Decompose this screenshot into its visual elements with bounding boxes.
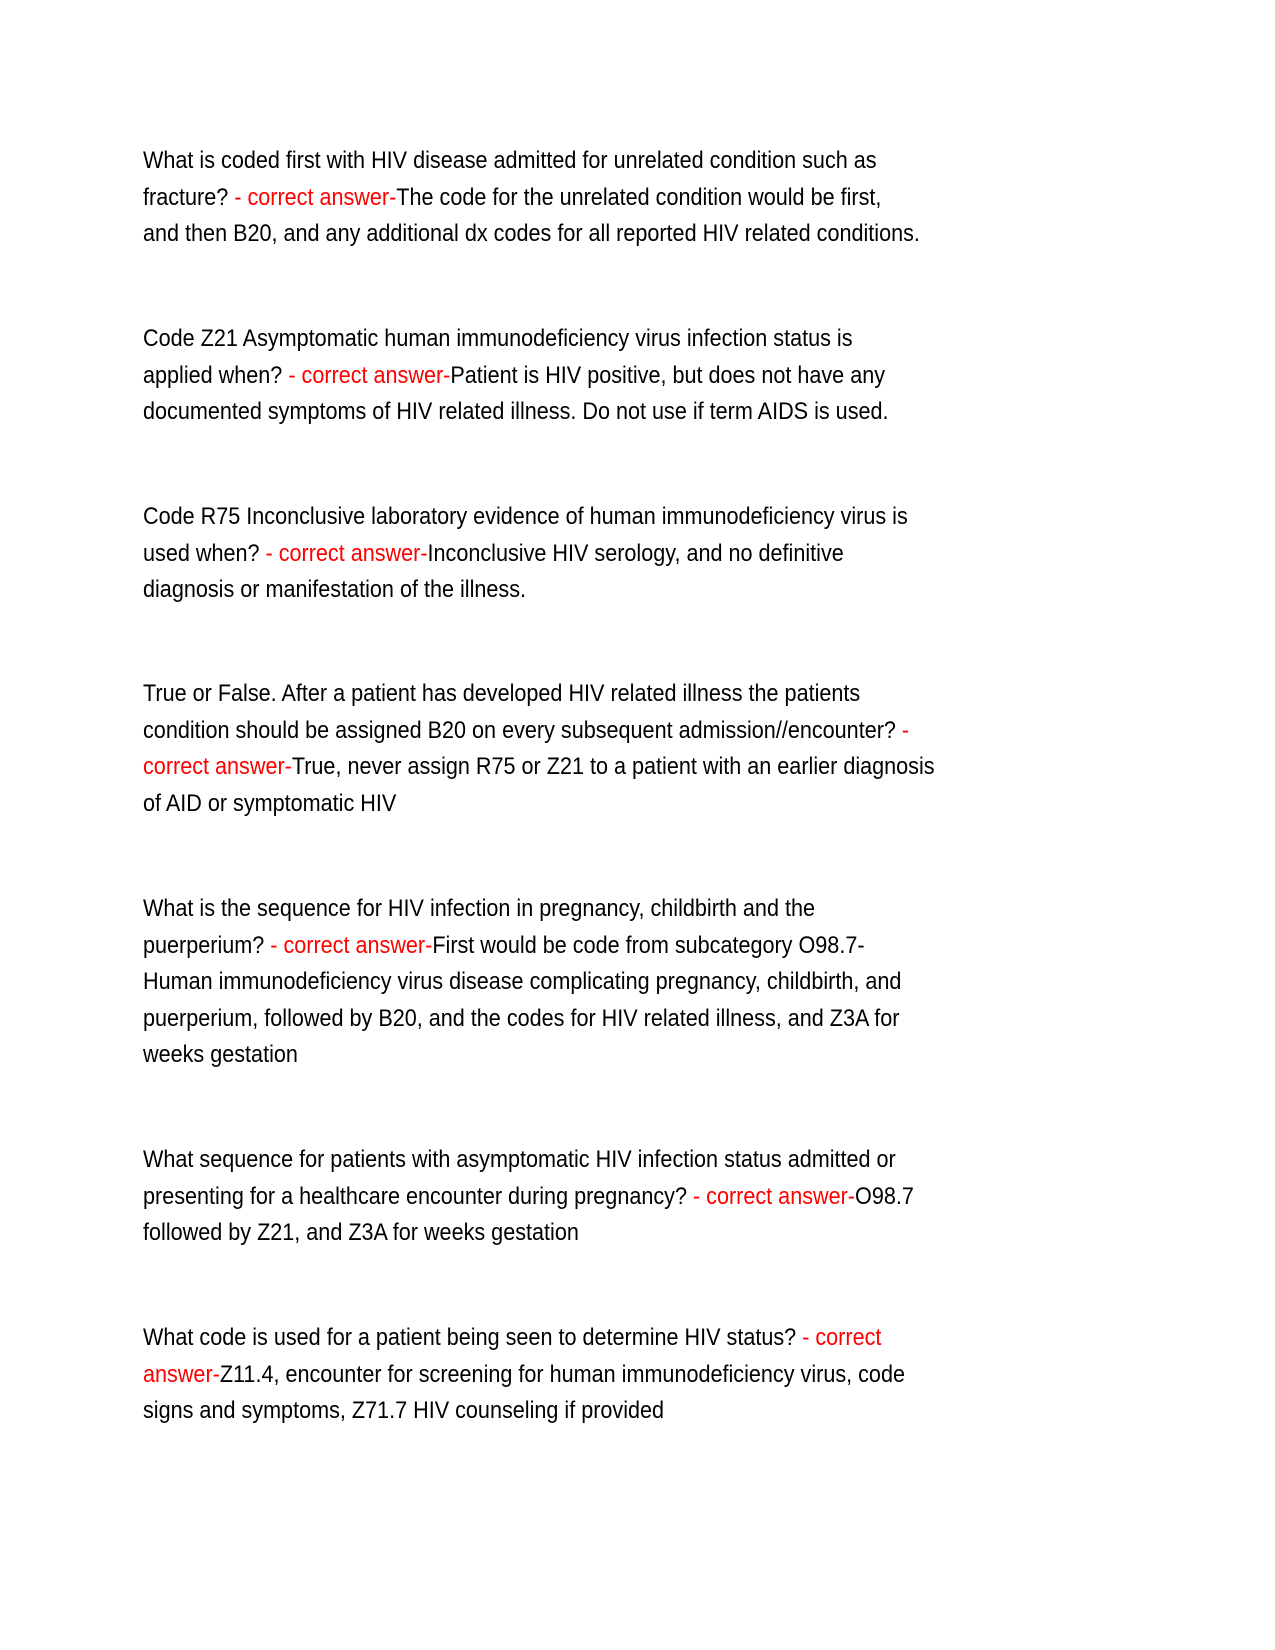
qa-item xyxy=(143,676,1143,822)
text-segment: diagnosis or manifestation of the illness. xyxy=(143,576,527,604)
text-segment: weeks gestation xyxy=(143,1041,298,1069)
text-line xyxy=(143,1037,1043,1074)
text-line xyxy=(143,1215,1043,1252)
text-line xyxy=(143,394,1043,431)
text-line xyxy=(143,1142,1043,1179)
qa-item xyxy=(143,1142,1143,1252)
text-segment: What is the sequence for HIV infection in pregnancy, childbirth and the xyxy=(143,895,815,922)
answer-label: - correct answer- xyxy=(270,931,433,959)
text-line xyxy=(143,1357,1043,1394)
text-segment: applied when? xyxy=(143,361,289,389)
text-line xyxy=(143,676,1043,713)
text-line xyxy=(143,786,1043,823)
text-line xyxy=(143,180,1043,217)
text-line xyxy=(143,499,1043,536)
text-line xyxy=(143,321,1043,358)
text-line xyxy=(143,143,1043,180)
text-line xyxy=(143,1001,1043,1038)
answer-label: correct answer- xyxy=(143,753,292,781)
text-line xyxy=(143,1393,1043,1430)
qa-item xyxy=(143,891,1143,1074)
text-line xyxy=(143,713,1043,750)
text-line xyxy=(143,358,1043,395)
text-line xyxy=(143,749,1043,786)
qa-item xyxy=(143,321,1143,431)
text-segment: O98.7 xyxy=(855,1182,914,1210)
text-segment: Human immunodeficiency virus disease complicating pregnancy, childbirth, and xyxy=(143,968,902,996)
answer-label: - correct xyxy=(802,1324,882,1351)
text-segment: of AID or symptomatic HIV xyxy=(143,789,397,817)
qa-item xyxy=(143,143,1143,253)
text-segment: puerperium, followed by B20, and the codes for HIV related illness, and Z3A for xyxy=(143,1004,900,1032)
text-line xyxy=(143,928,1043,965)
text-segment: signs and symptoms, Z71.7 HIV counseling if provided xyxy=(143,1397,665,1425)
text-line xyxy=(143,572,1043,609)
text-segment: True, never assign R75 or Z21 to a patient with an earlier diagnosis xyxy=(291,753,935,781)
text-segment: Patient is HIV positive, but does not have any xyxy=(450,361,886,389)
qa-item xyxy=(143,1320,1143,1430)
text-segment: condition should be assigned B20 on every subsequent admission//encounter? xyxy=(143,716,902,744)
text-segment: What is coded first with HIV disease admitted for unrelated condition such as xyxy=(143,147,877,174)
answer-label: answer- xyxy=(143,1360,220,1388)
text-segment: followed by Z21, and Z3A for weeks gestation xyxy=(143,1219,579,1247)
answer-label: - correct answer- xyxy=(234,183,397,211)
text-line xyxy=(143,1179,1043,1216)
text-segment: puerperium? xyxy=(143,931,271,959)
answer-label: - correct answer- xyxy=(288,361,451,389)
text-line xyxy=(143,536,1043,573)
text-segment: presenting for a healthcare encounter during pregnancy? xyxy=(143,1182,693,1210)
text-segment: What sequence for patients with asymptomatic HIV infection status admitted or xyxy=(143,1146,896,1173)
text-segment: The code for the unrelated condition would be first, xyxy=(396,183,882,211)
answer-label: - xyxy=(901,716,910,744)
text-segment: and then B20, and any additional dx codes for all reported HIV related conditions. xyxy=(143,220,920,248)
text-line xyxy=(143,891,1043,928)
text-segment: Inconclusive HIV serology, and no definitive xyxy=(427,539,844,567)
text-segment: Code Z21 Asymptomatic human immunodeficiency virus infection status is xyxy=(143,325,853,352)
text-segment: Z11.4, encounter for screening for human immunodeficiency virus, code xyxy=(219,1360,905,1388)
text-segment: First would be code from subcategory O98.7- xyxy=(432,931,865,959)
text-segment: documented symptoms of HIV related illness. Do not use if term AIDS is used. xyxy=(143,398,889,426)
answer-label: - correct answer- xyxy=(692,1182,856,1210)
text-segment: Code R75 Inconclusive laboratory evidence of human immunodeficiency virus is xyxy=(143,503,908,530)
text-segment: used when? xyxy=(143,539,266,567)
text-segment: True or False. After a patient has developed HIV related illness the patients xyxy=(143,680,861,707)
answer-label: - correct answer- xyxy=(265,539,428,567)
text-line xyxy=(143,964,1043,1001)
qa-item xyxy=(143,499,1143,609)
text-segment: fracture? xyxy=(143,183,235,211)
text-line xyxy=(143,216,1043,253)
text-segment: What code is used for a patient being seen to determine HIV status? xyxy=(143,1324,803,1351)
text-line xyxy=(143,1320,1043,1357)
